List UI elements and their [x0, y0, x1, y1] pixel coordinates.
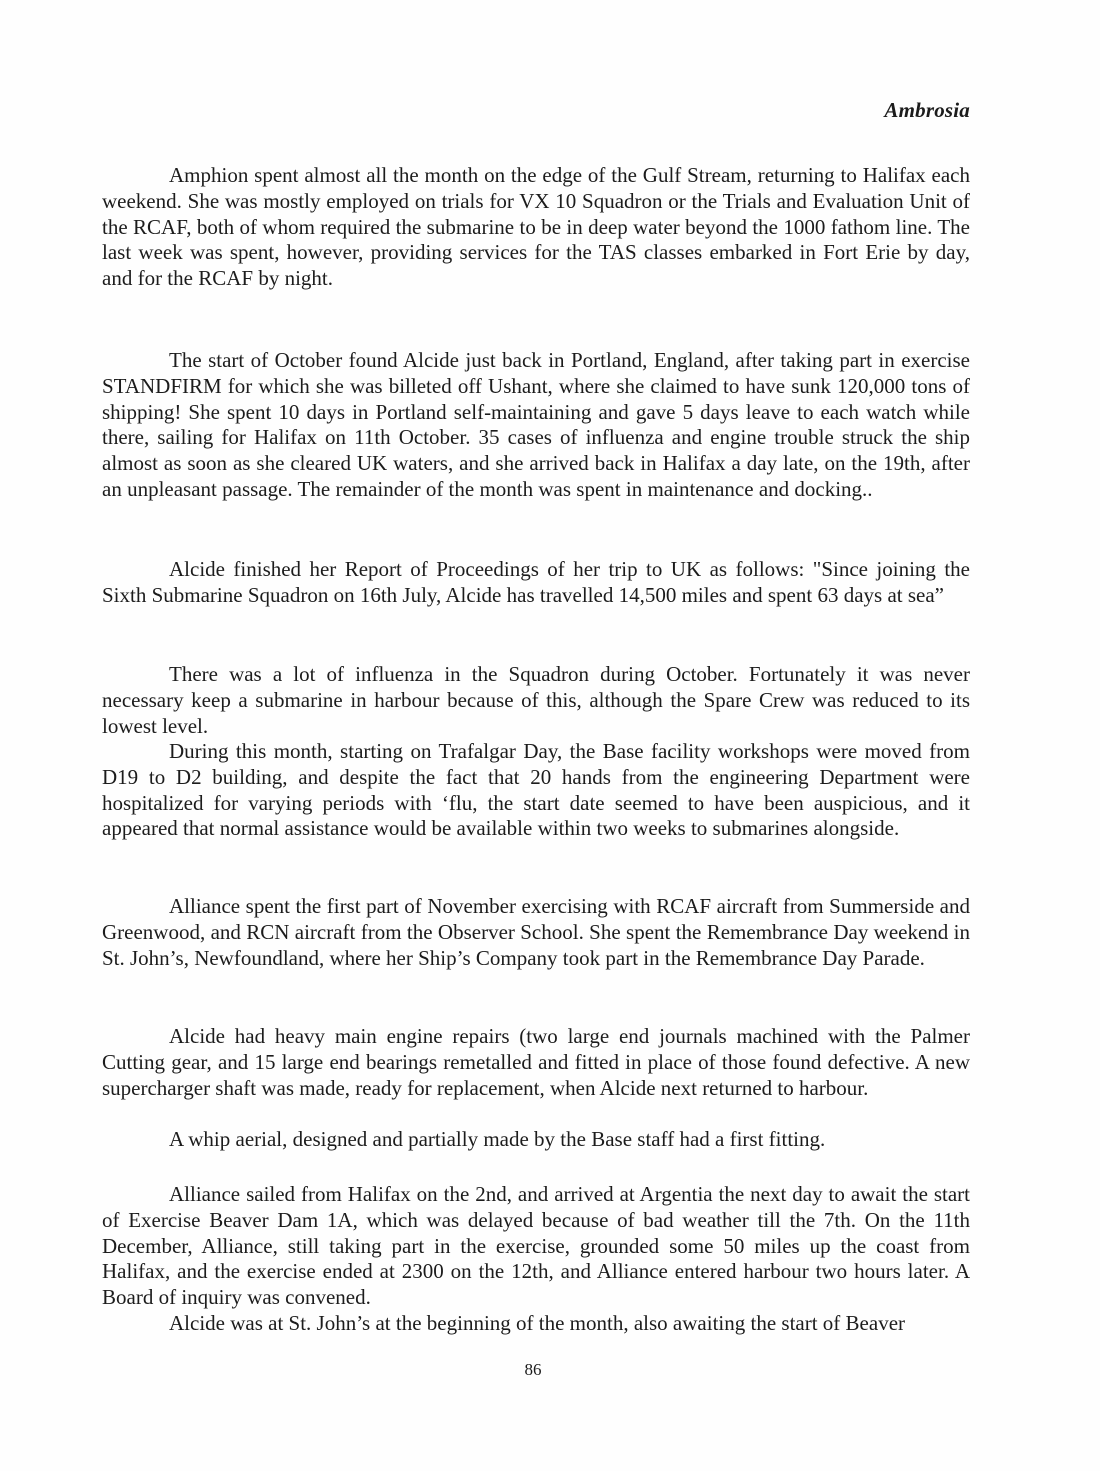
paragraph-amphion: Amphion spent almost all the month on the edge of the Gulf Stream, returning to Halifax each weekend. She was mostly employed on trials for VX 10 Squadron or the Trials and Evaluation Unit of the RCAF, both of whom required the submarine to be in deep water beyond the 1000 fathom line. The last week was spent, however, providing services for the TAS classes embarked in Fort Erie by day, and for the RCAF by night. [102, 163, 970, 291]
paragraph-whip-aerial: A whip aerial, designed and partially made by the Base staff had a first fitting. [169, 1127, 826, 1151]
running-head: Ambrosia [884, 98, 970, 122]
paragraph-alliance-november: Alliance spent the first part of November exercising with RCAF aircraft from Summerside and Greenwood, and RCN aircraft from the Observer School. She spent the Remembrance Day weekend in St. John’s, Newfoundland, where her Ship’s Company took part in the Remembrance Day Parade. [102, 894, 970, 970]
paragraph-workshops: During this month, starting on Trafalgar Day, the Base facility workshops were moved from D19 to D2 building, and despite the fact that 20 hands from the engineering Department were hospitalized for varying periods with ‘flu, the start date seemed to have been auspicious, and it appeared that normal assistance would be available within two weeks to submarines alongside. [102, 739, 970, 841]
paragraph-alcide-october: The start of October found Alcide just back in Portland, England, after taking part in exercise STANDFIRM for which she was billeted off Ushant, where she claimed to have sunk 120,000 tons of shipping! She spent 10 days in Portland self-maintaining and gave 5 days leave to each watch while there, sailing for Halifax on 11th October. 35 cases of influenza and engine trouble struck the ship almost as soon as she cleared UK waters, and she arrived back in Halifax a day late, on the 19th, after an unpleasant passage. The remainder of the month was spent in maintenance and docking.. [102, 348, 970, 501]
paragraph-alliance-december: Alliance sailed from Halifax on the 2nd, and arrived at Argentia the next day to await the start of Exercise Beaver Dam 1A, which was delayed because of bad weather till the 7th. On the 11th December, Alliance, still taking part in the exercise, grounded some 50 miles up the coast from Halifax, and the exercise ended at 2300 on the 12th, and Alliance entered harbour two hours later. A Board of inquiry was convened. [102, 1182, 970, 1310]
paragraph-alcide-report: Alcide finished her Report of Proceedings of her trip to UK as follows: "Since joining the Sixth Submarine Squadron on 16th July, Alcide has travelled 14,500 miles and spent 63 days at sea” [102, 557, 970, 607]
paragraph-influenza: There was a lot of influenza in the Squadron during October. Fortunately it was never necessary keep a submarine in harbour because of this, although the Spare Crew was reduced to its lowest level. [102, 662, 970, 738]
paragraph-alcide-repairs: Alcide had heavy main engine repairs (two large end journals machined with the Palmer Cutting gear, and 15 large end bearings remetalled and fitted in place of those found defective. A new supercharger shaft was made, ready for replacement, when Alcide next returned to harbour. [102, 1024, 970, 1100]
page-number: 86 [524, 1360, 542, 1379]
paragraph-alcide-december: Alcide was at St. John’s at the beginning of the month, also awaiting the start of Beaver [169, 1311, 906, 1335]
